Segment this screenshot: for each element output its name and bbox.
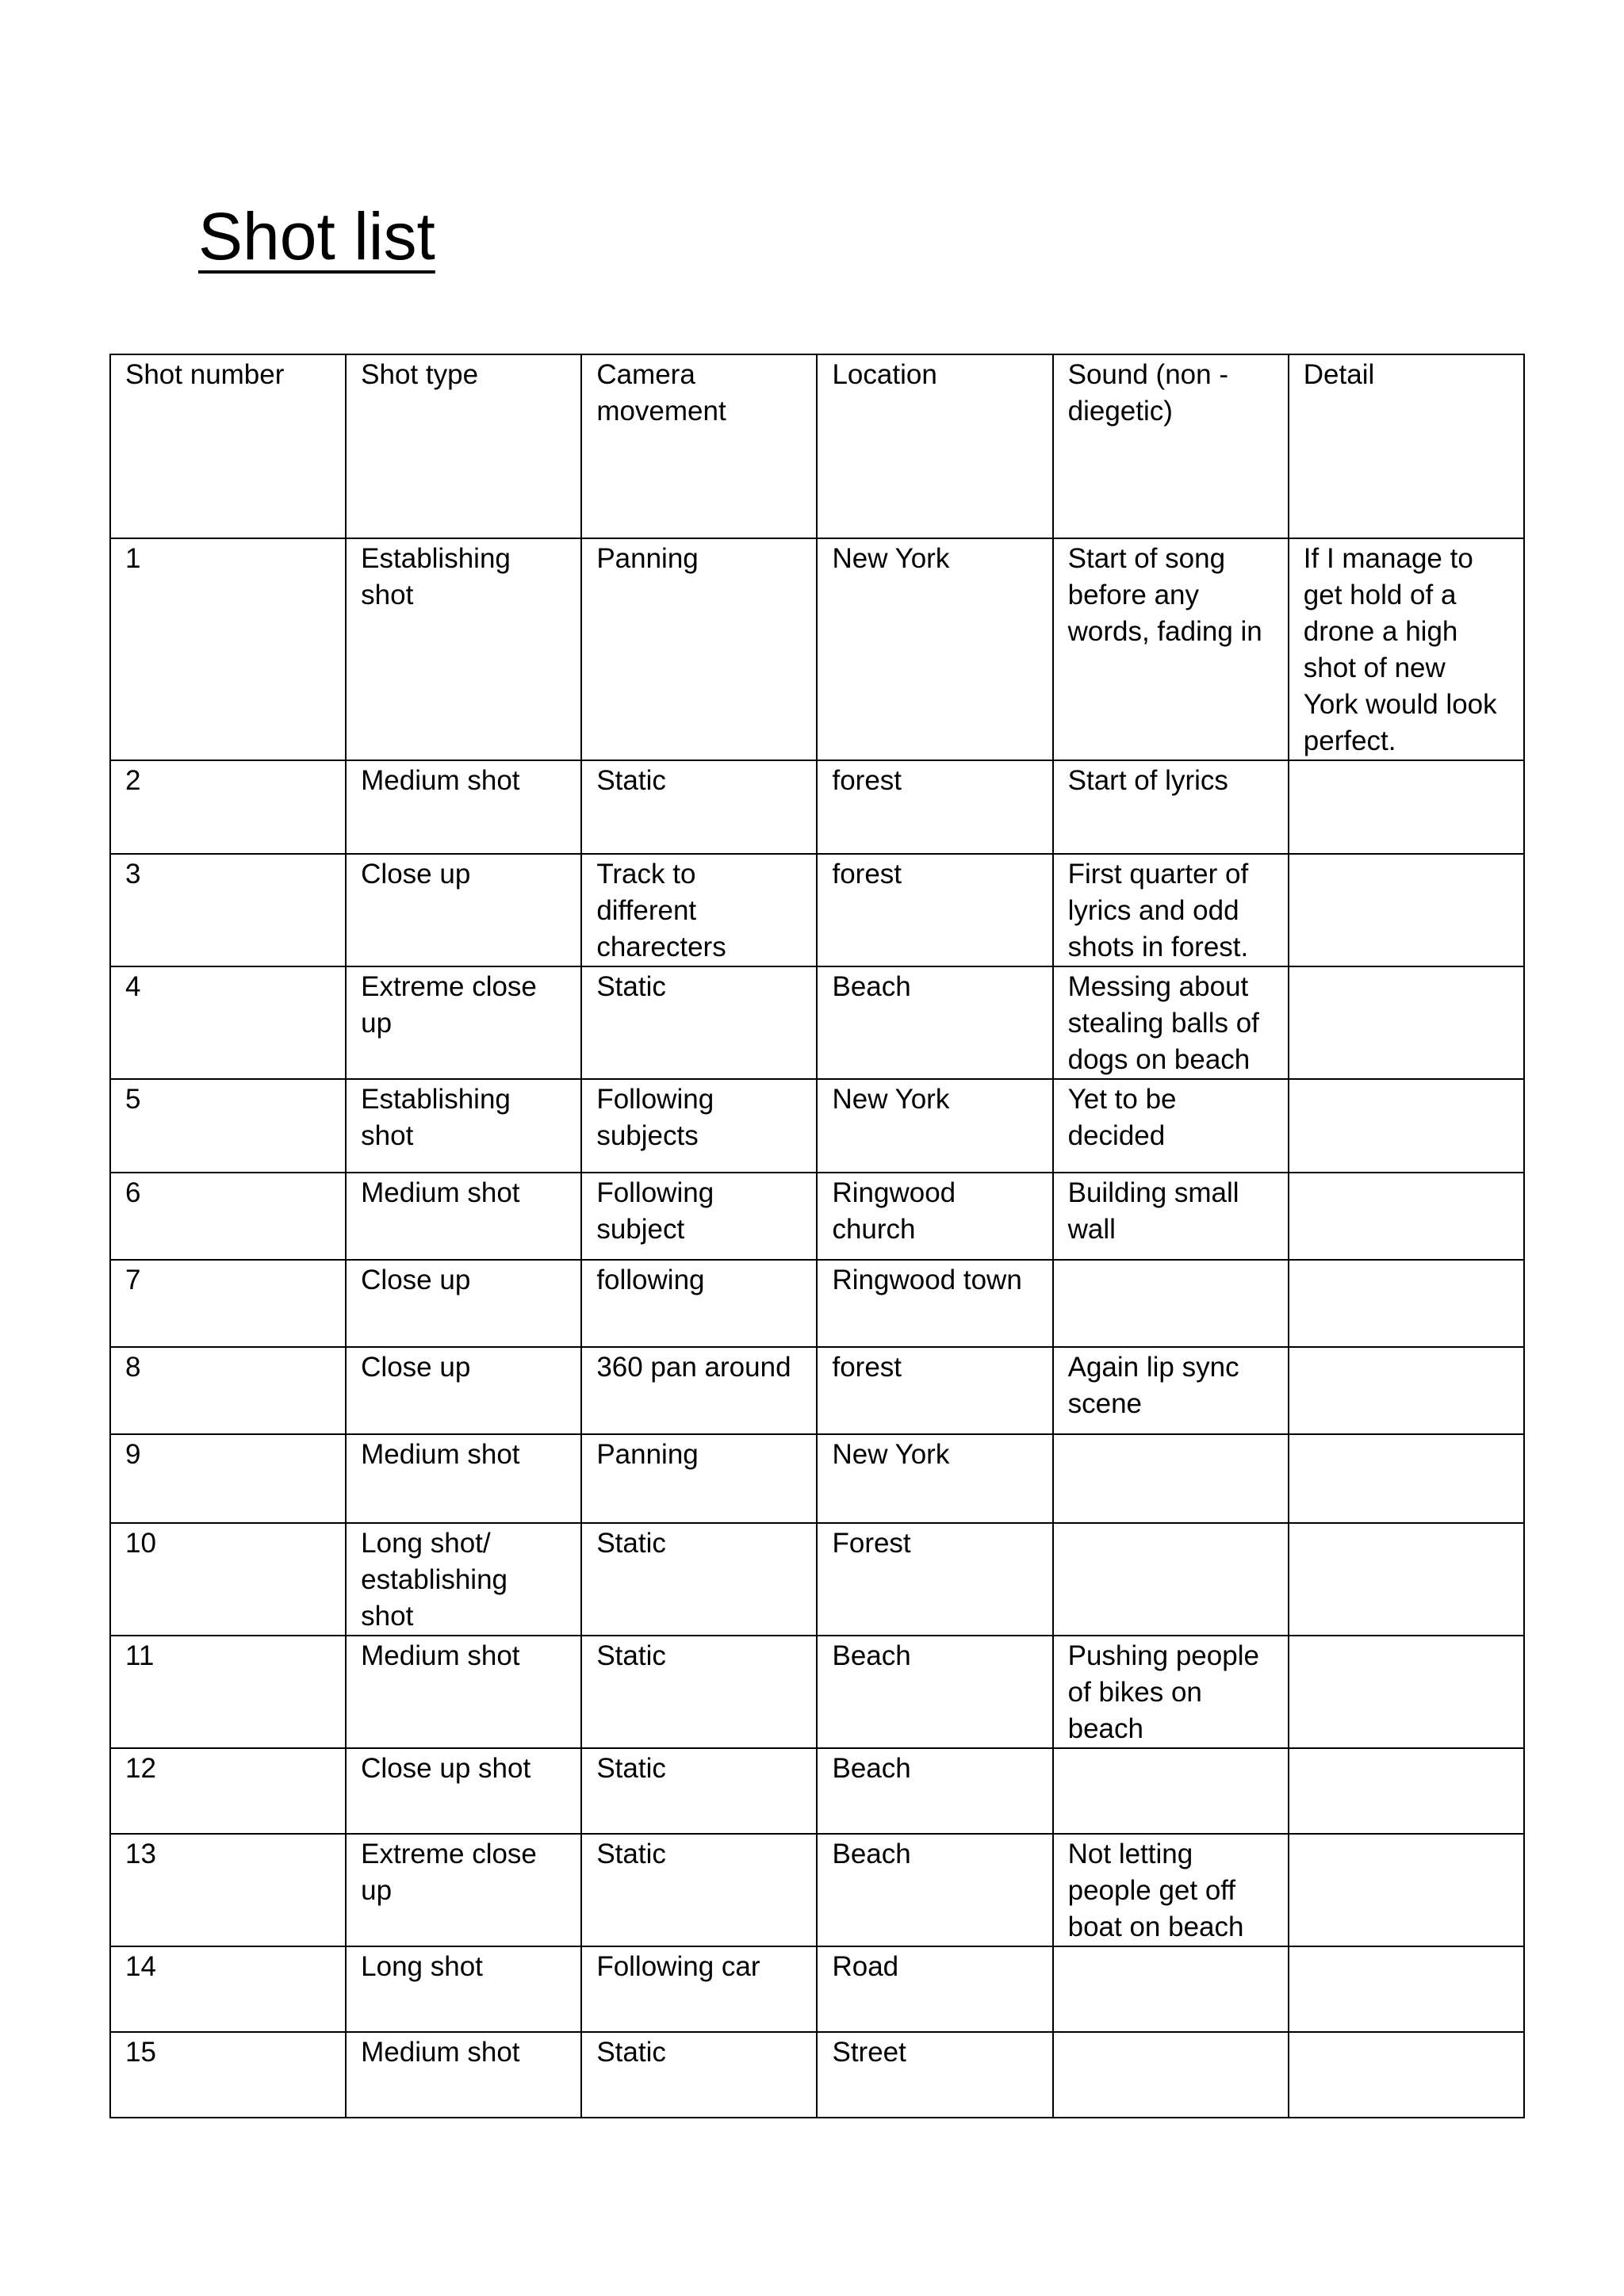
shot-list-table <box>109 354 1525 2118</box>
cell-sound <box>1053 1434 1289 1523</box>
cell-camera-movement: Following subject <box>581 1173 817 1260</box>
cell-shot-type: Close up <box>346 1347 581 1434</box>
cell-detail: If I manage to get hold of a drone a high shot of new York would look perfect. <box>1289 538 1524 760</box>
cell-sound: Not letting people get off boat on beach <box>1053 1834 1289 1946</box>
cell-detail <box>1289 1347 1524 1434</box>
cell-detail <box>1289 854 1524 966</box>
cell-shot-number: 9 <box>110 1434 346 1523</box>
cell-camera-movement: Static <box>581 1834 817 1946</box>
header-camera-movement: Camera movement <box>581 354 817 538</box>
header-detail: Detail <box>1289 354 1524 538</box>
cell-shot-number: 1 <box>110 538 346 760</box>
cell-shot-number: 11 <box>110 1636 346 1748</box>
cell-shot-number: 10 <box>110 1523 346 1636</box>
cell-camera-movement: Static <box>581 1748 817 1834</box>
cell-location: Road <box>817 1946 1052 2032</box>
cell-sound <box>1053 2032 1289 2118</box>
cell-camera-movement: Static <box>581 760 817 854</box>
cell-detail <box>1289 2032 1524 2118</box>
cell-sound <box>1053 1748 1289 1834</box>
cell-detail <box>1289 1260 1524 1347</box>
cell-shot-type: Close up <box>346 1260 581 1347</box>
table-row <box>110 1079 1524 1173</box>
cell-shot-type: Medium shot <box>346 2032 581 2118</box>
cell-shot-number: 5 <box>110 1079 346 1173</box>
cell-location: forest <box>817 760 1052 854</box>
cell-sound: First quarter of lyrics and odd shots in forest. <box>1053 854 1289 966</box>
table-row <box>110 854 1524 966</box>
cell-camera-movement: Following car <box>581 1946 817 2032</box>
cell-shot-number: 13 <box>110 1834 346 1946</box>
cell-shot-number: 15 <box>110 2032 346 2118</box>
cell-location: Street <box>817 2032 1052 2118</box>
cell-sound: Pushing people of bikes on beach <box>1053 1636 1289 1748</box>
cell-detail <box>1289 1523 1524 1636</box>
table-row <box>110 1347 1524 1434</box>
table-row <box>110 1523 1524 1636</box>
cell-camera-movement: following <box>581 1260 817 1347</box>
table-row <box>110 1834 1524 1946</box>
cell-location: Beach <box>817 966 1052 1079</box>
table-row <box>110 760 1524 854</box>
cell-detail <box>1289 1834 1524 1946</box>
cell-location: New York <box>817 538 1052 760</box>
cell-location: Forest <box>817 1523 1052 1636</box>
cell-shot-type: Medium shot <box>346 1636 581 1748</box>
header-shot-type: Shot type <box>346 354 581 538</box>
cell-shot-type: Establishing shot <box>346 1079 581 1173</box>
cell-sound <box>1053 1260 1289 1347</box>
cell-location: forest <box>817 854 1052 966</box>
header-location: Location <box>817 354 1052 538</box>
cell-sound: Building small wall <box>1053 1173 1289 1260</box>
cell-location: forest <box>817 1347 1052 1434</box>
cell-shot-number: 3 <box>110 854 346 966</box>
cell-sound: Messing about stealing balls of dogs on beach <box>1053 966 1289 1079</box>
cell-camera-movement: Panning <box>581 538 817 760</box>
cell-shot-type: Medium shot <box>346 1173 581 1260</box>
cell-location: Ringwood town <box>817 1260 1052 1347</box>
cell-camera-movement: Static <box>581 966 817 1079</box>
table-row <box>110 2032 1524 2118</box>
cell-camera-movement: Static <box>581 2032 817 2118</box>
cell-sound: Start of song before any words, fading in <box>1053 538 1289 760</box>
table-row <box>110 966 1524 1079</box>
table-row <box>110 1748 1524 1834</box>
cell-shot-type: Establishing shot <box>346 538 581 760</box>
cell-location: Beach <box>817 1636 1052 1748</box>
cell-shot-number: 14 <box>110 1946 346 2032</box>
cell-detail <box>1289 1946 1524 2032</box>
table-row <box>110 538 1524 760</box>
cell-detail <box>1289 1173 1524 1260</box>
cell-detail <box>1289 760 1524 854</box>
table-row <box>110 1636 1524 1748</box>
cell-shot-type: Long shot <box>346 1946 581 2032</box>
table-row <box>110 1260 1524 1347</box>
cell-shot-type: Extreme close up <box>346 1834 581 1946</box>
cell-location: New York <box>817 1079 1052 1173</box>
cell-detail <box>1289 1636 1524 1748</box>
table-row <box>110 1434 1524 1523</box>
cell-shot-number: 12 <box>110 1748 346 1834</box>
cell-sound <box>1053 1946 1289 2032</box>
cell-camera-movement: Static <box>581 1636 817 1748</box>
cell-shot-number: 7 <box>110 1260 346 1347</box>
table-header-row <box>110 354 1524 538</box>
cell-shot-type: Long shot/ establishing shot <box>346 1523 581 1636</box>
cell-shot-number: 4 <box>110 966 346 1079</box>
cell-shot-type: Medium shot <box>346 760 581 854</box>
cell-shot-type: Close up shot <box>346 1748 581 1834</box>
cell-sound: Again lip sync scene <box>1053 1347 1289 1434</box>
cell-sound: Start of lyrics <box>1053 760 1289 854</box>
header-shot-number: Shot number <box>110 354 346 538</box>
cell-location: New York <box>817 1434 1052 1523</box>
cell-shot-type: Close up <box>346 854 581 966</box>
cell-shot-type: Medium shot <box>346 1434 581 1523</box>
cell-location: Beach <box>817 1748 1052 1834</box>
cell-detail <box>1289 1079 1524 1173</box>
cell-shot-number: 6 <box>110 1173 346 1260</box>
cell-location: Beach <box>817 1834 1052 1946</box>
header-sound: Sound (non - diegetic) <box>1053 354 1289 538</box>
cell-detail <box>1289 1748 1524 1834</box>
cell-shot-type: Extreme close up <box>346 966 581 1079</box>
cell-camera-movement: Track to different charecters <box>581 854 817 966</box>
cell-shot-number: 8 <box>110 1347 346 1434</box>
cell-camera-movement: 360 pan around <box>581 1347 817 1434</box>
table-row <box>110 1946 1524 2032</box>
cell-sound: Yet to be decided <box>1053 1079 1289 1173</box>
cell-detail <box>1289 1434 1524 1523</box>
cell-location: Ringwood church <box>817 1173 1052 1260</box>
cell-camera-movement: Panning <box>581 1434 817 1523</box>
page-title: Shot list <box>198 199 435 274</box>
cell-detail <box>1289 966 1524 1079</box>
cell-sound <box>1053 1523 1289 1636</box>
table-row <box>110 1173 1524 1260</box>
cell-camera-movement: Following subjects <box>581 1079 817 1173</box>
cell-shot-number: 2 <box>110 760 346 854</box>
cell-camera-movement: Static <box>581 1523 817 1636</box>
